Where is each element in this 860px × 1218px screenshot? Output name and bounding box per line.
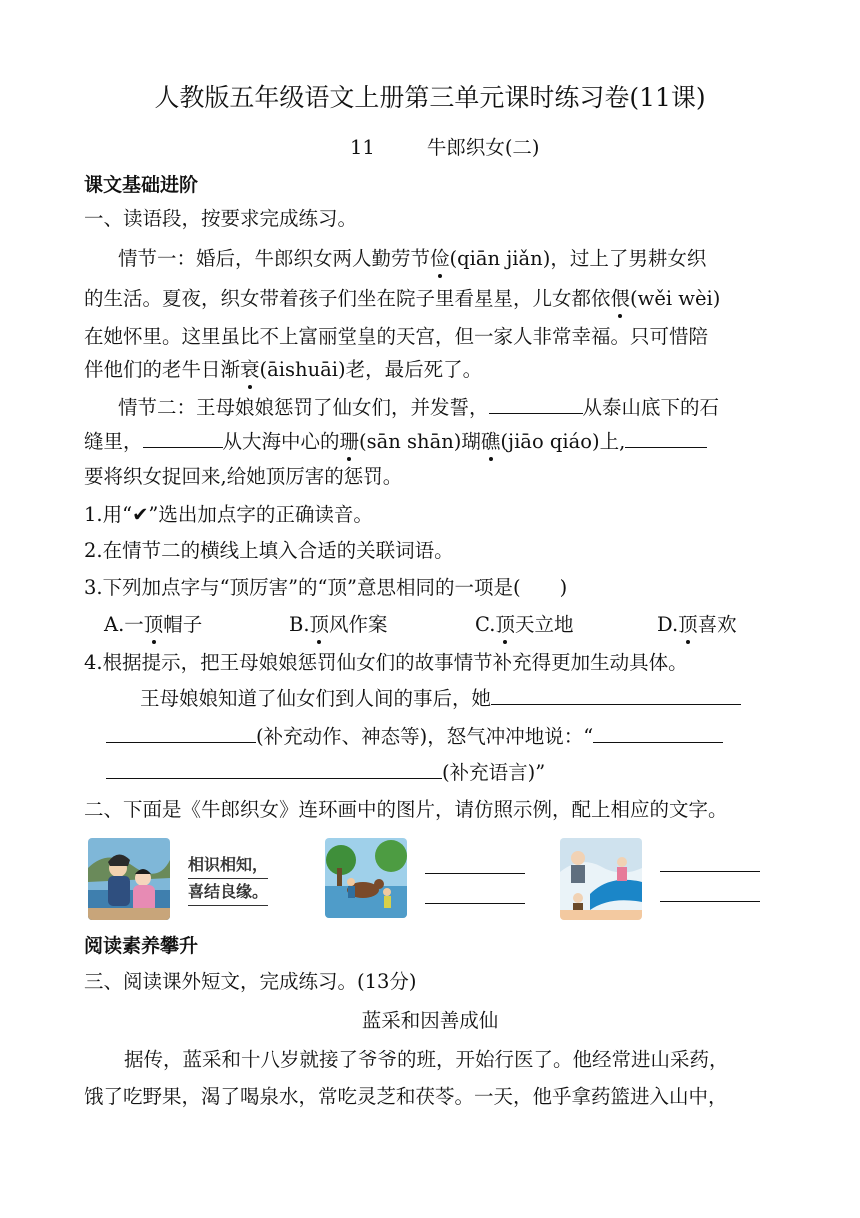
option-b[interactable]: B.顶风作案 xyxy=(289,611,388,639)
dotted-char: 偎 xyxy=(611,285,631,313)
passage1-line3: 在她怀里。这里虽比不上富丽堂皇的天宫，但一家人非常幸福。只可惜陪 xyxy=(84,325,709,348)
story-title: 蓝采和因善成仙 xyxy=(361,1009,499,1032)
passage2-line1: 情节二：王母娘娘惩罚了仙女们，并发誓， 从泰山底下的石 xyxy=(118,393,719,422)
dotted-char: 顶 xyxy=(678,611,698,639)
passage1-line4: 伴他们的老牛日渐衰(āishuāi)老，最后死了。 xyxy=(84,356,482,384)
answer-blank[interactable] xyxy=(491,684,741,705)
fill-blank[interactable] xyxy=(143,427,223,448)
passage1-line1: 情节一：婚后，牛郎织女两人勤劳节俭(qiān jiǎn)，过上了男耕女织 xyxy=(118,245,706,273)
lesson-heading xyxy=(350,134,540,162)
caption-blank-1b[interactable] xyxy=(425,903,525,904)
caption-blank-2a[interactable] xyxy=(660,871,760,872)
story-line2: 饿了吃野果，渴了喝泉水，常吃灵芝和茯苓。一天，他乎拿药篮进入山中， xyxy=(84,1085,728,1108)
section-heading-basic: 课文基础进阶 xyxy=(84,174,199,196)
dotted-char: 礁 xyxy=(481,428,501,456)
dotted-char: 衰 xyxy=(240,356,260,384)
caption-line: 相识相知， xyxy=(188,852,268,879)
fill-blank[interactable] xyxy=(625,427,707,448)
question-3-intro: 三、阅读课外短文，完成练习。(13分) xyxy=(84,970,417,993)
subquestion-4-line1: 王母娘娘知道了仙女们到人间的事后，她 xyxy=(140,684,741,713)
caption-blank-1a[interactable] xyxy=(425,873,525,874)
dotted-char: 顶 xyxy=(495,611,515,639)
option-c[interactable]: C.顶天立地 xyxy=(475,611,573,639)
subquestion-1: 1.用“✔”选出加点字的正确读音。 xyxy=(84,503,373,526)
dotted-char: 珊 xyxy=(340,428,360,456)
passage2-line3: 要将织女捉回来,给她顶厉害的惩罚。 xyxy=(84,465,403,488)
passage2-line2: 缝里， 从大海中心的珊(sān shān)瑚礁(jiāo qiáo)上, xyxy=(84,427,707,456)
answer-blank[interactable] xyxy=(106,722,256,743)
subquestion-3: 3.下列加点字与“顶厉害”的“顶”意思相同的一项是( ) xyxy=(84,576,568,599)
dotted-char: 俭 xyxy=(430,245,450,273)
answer-blank[interactable] xyxy=(593,722,723,743)
option-d[interactable]: D.顶喜欢 xyxy=(657,611,737,639)
subquestion-2: 2.在情节二的横线上填入合适的关联词语。 xyxy=(84,539,454,562)
section-heading-reading: 阅读素养攀升 xyxy=(84,935,199,957)
subquestion-4: 4.根据提示，把王母娘娘惩罚仙女们的故事情节补充得更加生动具体。 xyxy=(84,651,688,674)
page-title: 人教版五年级语文上册第三单元课时练习卷(11课) xyxy=(154,83,706,112)
subquestion-4-line2: (补充动作、神态等)，怒气冲冲地说：“ xyxy=(106,722,723,751)
dotted-char: 顶 xyxy=(144,611,164,639)
example-picture xyxy=(88,838,170,920)
lesson-number: 11 xyxy=(350,136,375,159)
question-1-intro: 一、读语段，按要求完成练习。 xyxy=(84,207,358,230)
fill-blank[interactable] xyxy=(489,393,583,414)
heaven-picture xyxy=(560,838,642,920)
caption-line: 喜结良缘。 xyxy=(188,879,268,906)
lesson-name: 牛郎织女(二) xyxy=(426,136,540,159)
ox-river-picture xyxy=(325,838,407,918)
passage1-line2: 的生活。夏夜，织女带着孩子们坐在院子里看星星，儿女都依偎(wěi wèi) xyxy=(84,285,720,313)
question-2-intro: 二、下面是《牛郎织女》连环画中的图片，请仿照示例，配上相应的文字。 xyxy=(84,798,728,821)
dotted-char: 顶 xyxy=(310,611,330,639)
option-a[interactable]: A.一顶帽子 xyxy=(104,611,202,639)
subquestion-4-line3: (补充语言)” xyxy=(106,758,545,787)
caption-blank-2b[interactable] xyxy=(660,901,760,902)
example-caption xyxy=(188,852,268,906)
answer-blank[interactable] xyxy=(106,758,442,779)
story-line1: 据传，蓝采和十八岁就接了爷爷的班，开始行医了。他经常进山采药， xyxy=(124,1048,729,1071)
